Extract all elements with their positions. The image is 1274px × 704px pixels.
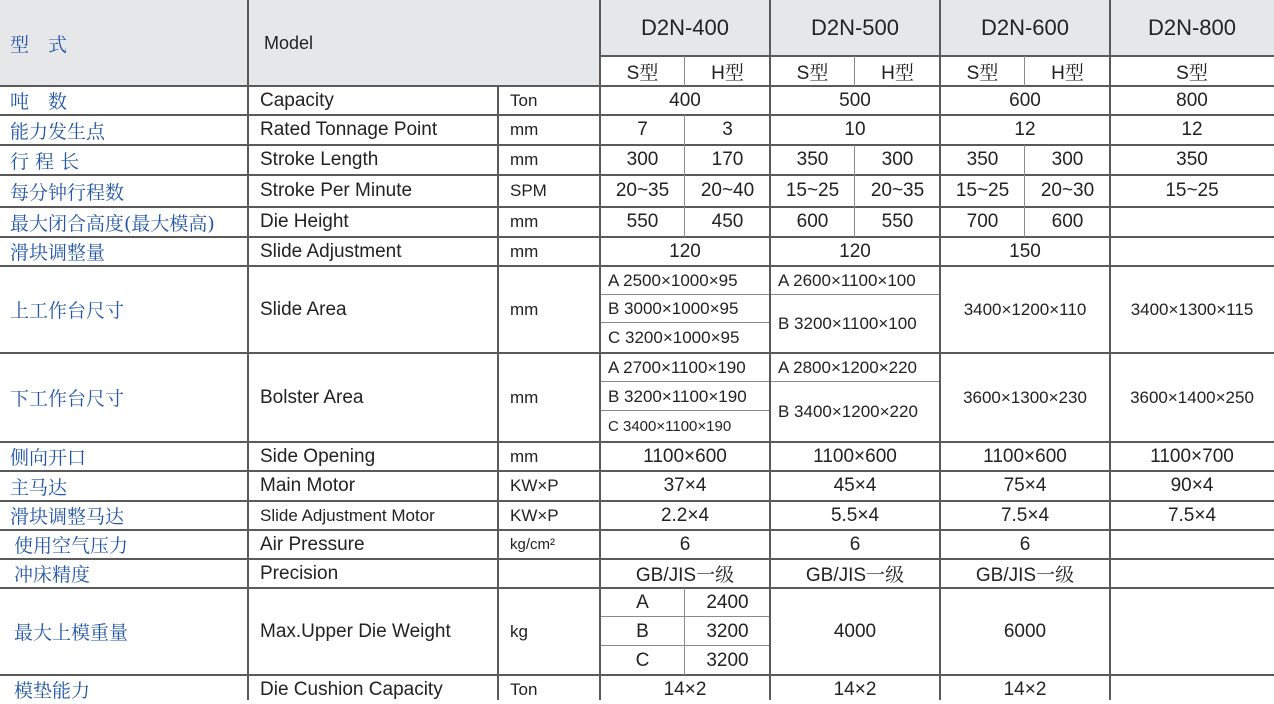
grid-line: [1109, 0, 1111, 700]
grid-line: [684, 115, 685, 237]
row-precision-600: GB/JIS一级: [975, 565, 1075, 586]
row-capacity-600: 600: [1009, 89, 1041, 111]
model-d2n-600: D2N-600: [980, 15, 1070, 40]
grid-line: [600, 410, 770, 411]
subtype-600-s: S型: [966, 62, 999, 84]
slide-area-400-a: A 2500×1000×95: [608, 270, 738, 290]
row-main-motor-en: Main Motor: [260, 475, 356, 496]
row-rated-tonnage-en: Rated Tonnage Point: [260, 119, 438, 140]
grid-line: [0, 174, 1274, 176]
bolster-area-400-c: C 3400×1100×190: [608, 418, 732, 435]
row-die-height-unit: mm: [510, 212, 539, 231]
row-slide-adjustment-600: 150: [1009, 240, 1041, 262]
row-slide-area-zh: 上工作台尺寸: [10, 300, 125, 322]
row-slide-area-unit: mm: [510, 299, 539, 319]
row-capacity-500: 500: [839, 89, 871, 111]
row-rated-tonnage-unit: mm: [510, 120, 539, 139]
row-spm-600h: 20~30: [1040, 180, 1095, 201]
slide-area-400-c: C 3200×1000×95: [608, 328, 740, 347]
grid-line: [0, 236, 1274, 238]
grid-line: [854, 56, 855, 86]
slide-area-500-b: B 3200×1100×100: [778, 314, 917, 333]
row-die-height-en: Die Height: [260, 211, 349, 232]
row-spm-400h: 20~40: [700, 180, 755, 201]
grid-line: [854, 145, 855, 237]
row-spm-en: Stroke Per Minute: [260, 180, 413, 201]
row-capacity-en: Capacity: [260, 89, 334, 111]
row-die-cushion-unit: Ton: [510, 679, 538, 699]
subtype-400-h: H型: [711, 62, 744, 84]
row-air-pressure-400: 6: [679, 533, 691, 555]
grid-line: [1024, 145, 1025, 237]
row-precision-400: GB/JIS一级: [635, 565, 735, 586]
row-slide-motor-unit: KW×P: [510, 505, 559, 525]
die-weight-400-b-label: B: [636, 620, 649, 642]
row-main-motor-500: 45×4: [833, 475, 877, 496]
row-side-opening-600: 1100×600: [983, 445, 1067, 467]
row-slide-adjustment-unit: mm: [510, 241, 539, 261]
bolster-area-600: 3600×1300×230: [963, 387, 1087, 407]
grid-line: [600, 616, 770, 617]
die-weight-400-a-label: A: [636, 591, 649, 613]
row-side-opening-zh: 侧向开口: [10, 447, 87, 469]
grid-line: [599, 0, 601, 700]
row-die-height-500h: 550: [881, 211, 914, 232]
die-weight-400-a-value: 2400: [706, 591, 749, 613]
row-rated-tonnage-600: 12: [1014, 119, 1036, 140]
slide-area-400-b: B 3000×1000×95: [608, 299, 739, 318]
row-stroke-length-400s: 300: [626, 149, 659, 170]
die-weight-600: 6000: [1003, 620, 1047, 642]
row-stroke-length-en: Stroke Length: [260, 149, 379, 170]
row-air-pressure-en: Air Pressure: [260, 533, 365, 555]
row-main-motor-800: 90×4: [1170, 475, 1214, 496]
row-stroke-length-600h: 300: [1051, 149, 1084, 170]
grid-line: [0, 587, 1274, 589]
row-die-weight-zh: 最大上模重量: [14, 622, 129, 644]
grid-line: [684, 56, 685, 86]
row-capacity-400: 400: [669, 89, 701, 111]
row-die-cushion-zh: 模垫能力: [14, 680, 91, 702]
row-side-opening-unit: mm: [510, 446, 539, 466]
row-die-height-600h: 600: [1051, 211, 1084, 232]
row-die-cushion-600: 14×2: [1003, 678, 1047, 700]
row-capacity-800: 800: [1176, 89, 1208, 111]
model-d2n-400: D2N-400: [640, 15, 730, 40]
grid-line: [600, 55, 1274, 57]
grid-line: [0, 265, 1274, 267]
row-precision-unit: [498, 559, 600, 588]
grid-line: [0, 500, 1274, 502]
row-side-opening-500: 1100×600: [813, 445, 897, 467]
subtype-500-s: S型: [796, 62, 829, 84]
row-slide-motor-500: 5.5×4: [830, 504, 880, 526]
row-die-cushion-400: 14×2: [663, 678, 707, 700]
row-spm-500h: 20~35: [870, 180, 925, 201]
row-side-opening-en: Side Opening: [260, 445, 376, 467]
row-stroke-length-500s: 350: [796, 149, 829, 170]
row-capacity-zh: 吨 数: [10, 91, 68, 113]
grid-line: [0, 529, 1274, 531]
grid-line: [247, 0, 249, 700]
row-die-weight-en: Max.Upper Die Weight: [260, 620, 451, 642]
row-stroke-length-zh: 行 程 长: [10, 150, 80, 173]
row-slide-adjustment-en: Slide Adjustment: [260, 240, 402, 262]
row-main-motor-zh: 主马达: [10, 476, 68, 499]
row-bolster-area-unit: mm: [510, 387, 539, 407]
grid-line: [0, 206, 1274, 208]
row-die-cushion-500: 14×2: [833, 678, 877, 700]
row-slide-motor-400: 2.2×4: [660, 504, 710, 526]
row-precision-500: GB/JIS一级: [805, 565, 905, 586]
row-die-weight-unit: kg: [510, 621, 528, 641]
grid-line: [1024, 56, 1025, 86]
row-stroke-length-500h: 300: [881, 149, 914, 170]
row-spm-600s: 15~25: [955, 180, 1010, 201]
grid-line: [0, 470, 1274, 472]
slide-area-800: 3400×1300×115: [1130, 299, 1254, 319]
header-model-en: Model: [264, 32, 314, 53]
row-main-motor-unit: KW×P: [510, 476, 559, 495]
die-weight-400-c-label: C: [635, 649, 650, 671]
grid-line: [0, 558, 1274, 560]
grid-line: [0, 114, 1274, 116]
row-rated-tonnage-zh: 能力发生点: [10, 120, 106, 143]
row-die-height-400s: 550: [626, 211, 659, 232]
row-spm-800: 15~25: [1165, 180, 1219, 201]
row-side-opening-800: 1100×700: [1150, 445, 1234, 467]
row-precision-en: Precision: [260, 562, 339, 584]
grid-line: [939, 0, 941, 700]
header-type-zh: 型 式: [10, 33, 68, 56]
row-stroke-length-600s: 350: [966, 149, 999, 170]
grid-line: [0, 441, 1274, 443]
subtype-500-h: H型: [881, 62, 914, 84]
subtype-800-s: S型: [1176, 62, 1208, 84]
row-slide-motor-en: Slide Adjustment Motor: [260, 505, 435, 525]
row-air-pressure-zh: 使用空气压力: [14, 535, 129, 557]
bolster-area-400-a: A 2700×1100×190: [608, 357, 746, 377]
row-rated-tonnage-400h: 3: [722, 119, 733, 140]
bolster-area-400-b: B 3200×1100×190: [608, 386, 747, 406]
grid-line: [769, 0, 771, 700]
row-precision-zh: 冲床精度: [14, 564, 91, 586]
row-die-height-600s: 700: [966, 211, 999, 232]
row-air-pressure-unit: kg/cm²: [510, 536, 555, 553]
die-weight-400-c-value: 3200: [706, 649, 749, 671]
grid-line: [600, 322, 770, 323]
row-spm-400s: 20~35: [615, 180, 670, 201]
row-slide-motor-600: 7.5×4: [1000, 504, 1050, 526]
row-slide-adjustment-zh: 滑块调整量: [10, 242, 106, 264]
row-air-pressure-600: 6: [1019, 533, 1031, 555]
row-main-motor-400: 37×4: [663, 475, 707, 496]
grid-line: [0, 352, 1274, 354]
row-slide-motor-zh: 滑块调整马达: [10, 506, 125, 528]
row-spm-unit: SPM: [510, 181, 547, 200]
die-weight-400-b-value: 3200: [706, 620, 749, 642]
row-stroke-length-unit: mm: [510, 150, 539, 169]
die-weight-500: 4000: [833, 620, 877, 642]
row-capacity-unit: Ton: [510, 90, 538, 110]
row-spm-zh: 每分钟行程数: [10, 181, 125, 204]
row-rated-tonnage-500: 10: [844, 119, 866, 140]
row-die-height-400h: 450: [711, 211, 744, 232]
slide-area-500-a: A 2600×1100×100: [778, 270, 916, 290]
row-stroke-length-800: 350: [1176, 149, 1208, 170]
bolster-area-800: 3600×1400×250: [1130, 387, 1254, 407]
row-bolster-area-en: Bolster Area: [260, 386, 364, 408]
grid-line: [0, 674, 1274, 676]
model-d2n-800: D2N-800: [1147, 15, 1237, 40]
row-slide-adjustment-500: 120: [839, 240, 871, 262]
row-slide-adjustment-400: 120: [669, 240, 701, 262]
row-die-height-500s: 600: [796, 211, 829, 232]
model-d2n-500: D2N-500: [810, 15, 900, 40]
row-rated-tonnage-400s: 7: [637, 119, 648, 140]
row-slide-area-en: Slide Area: [260, 298, 347, 320]
subtype-400-s: S型: [626, 62, 659, 84]
row-slide-motor-800: 7.5×4: [1167, 504, 1217, 526]
subtype-600-h: H型: [1051, 62, 1084, 84]
row-main-motor-600: 75×4: [1003, 475, 1047, 496]
row-die-height-zh: 最大闭合高度(最大模高): [10, 212, 215, 235]
row-spm-500s: 15~25: [785, 180, 840, 201]
row-rated-tonnage-800: 12: [1181, 119, 1203, 140]
grid-line: [0, 85, 1274, 87]
grid-line: [0, 144, 1274, 146]
slide-area-600: 3400×1200×110: [963, 299, 1087, 319]
row-die-cushion-en: Die Cushion Capacity: [260, 678, 443, 700]
bolster-area-500-b: B 3400×1200×220: [778, 402, 918, 421]
row-bolster-area-zh: 下工作台尺寸: [10, 388, 125, 410]
grid-line: [600, 645, 770, 646]
row-stroke-length-400h: 170: [711, 149, 744, 170]
row-air-pressure-500: 6: [849, 533, 861, 555]
bolster-area-500-a: A 2800×1200×220: [778, 357, 917, 377]
row-side-opening-400: 1100×600: [643, 445, 727, 467]
grid-line: [684, 588, 685, 675]
grid-line: [497, 85, 499, 700]
